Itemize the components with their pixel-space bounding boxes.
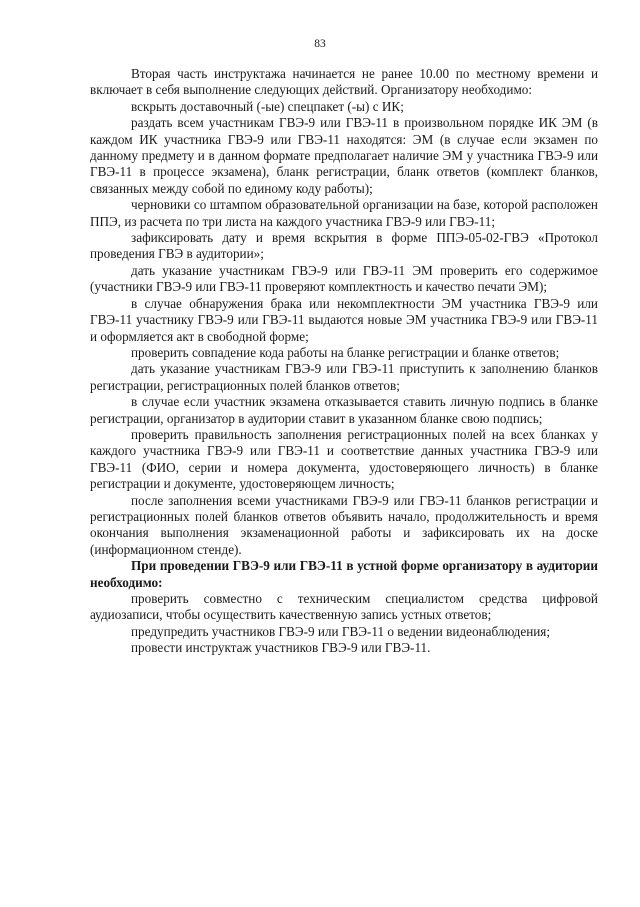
section-heading: При проведении ГВЭ-9 или ГВЭ-11 в устной форме организатору в аудитории необходимо: <box>90 558 598 590</box>
paragraph: провести инструктаж участников ГВЭ-9 или ГВЭ-11. <box>131 640 431 656</box>
paragraph: проверить совместно с техническим специалистом средства цифровой аудиозаписи, чтобы осуществить качественную запись устных ответов; <box>90 591 598 623</box>
paragraph: дать указание участникам ГВЭ-9 или ГВЭ-11 приступить к заполнению бланков регистрации, регистрационных полей бланков ответов; <box>90 361 598 393</box>
paragraph: проверить совпадение кода работы на бланке регистрации и бланке ответов; <box>131 344 560 360</box>
paragraph: Вторая часть инструктажа начинается не ранее 10.00 по местному времени и включает в себя выполнение следующих действий. Организатору необходимо: <box>90 66 598 98</box>
paragraph: в случае если участник экзамена отказывается ставить личную подпись в бланке регистрации, организатор в аудитории ставит в указанном бланке свою подпись; <box>90 394 598 426</box>
paragraph: в случае обнаружения брака или некомплектности ЭМ участника ГВЭ-9 или ГВЭ-11 участнику ГВЭ-9 или ГВЭ-11 выдаются новые ЭМ участника ГВЭ-9 или ГВЭ-11 и оформляется акт в свободной форме; <box>90 295 598 344</box>
paragraph: черновики со штампом образовательной организации на базе, которой расположен ППЭ, из расчета по три листа на каждого участника ГВЭ-9 или ГВЭ-11; <box>90 197 598 229</box>
paragraph: раздать всем участникам ГВЭ-9 или ГВЭ-11 в произвольном порядке ИК ЭМ (в каждом ИК участника ГВЭ-9 или ГВЭ-11 находятся: ЭМ (в случае если экзамен по данному предмету и в данном формате предполагает наличие ЭМ у участника ГВЭ-9 или ГВЭ-11 в процессе экзамена), бланк регистрации, бланк ответов (комплект бланков, связанных между собой по единому коду работы); <box>90 115 598 196</box>
paragraph: проверить правильность заполнения регистрационных полей на всех бланках у каждого участника ГВЭ-9 или ГВЭ-11 и соответствие данных участника ГВЭ-9 или ГВЭ-11 (ФИО, серии и номера документа, удостоверяющего личность) в бланке регистрации и документе, удостоверяющем личность; <box>90 426 598 492</box>
paragraph: после заполнения всеми участниками ГВЭ-9 или ГВЭ-11 бланков регистрации и регистрационных полей бланков ответов объявить начало, продолжительность и время окончания выполнения экзаменационной работы и зафиксировать их на доске (информационном стенде). <box>90 492 598 557</box>
paragraph: предупредить участников ГВЭ-9 или ГВЭ-11 о ведении видеонаблюдения; <box>131 623 551 639</box>
paragraph: зафиксировать дату и время вскрытия в форме ППЭ-05-02-ГВЭ «Протокол проведения ГВЭ в аудитории»; <box>90 230 598 262</box>
page-number: 83 <box>314 38 326 50</box>
paragraph: дать указание участникам ГВЭ-9 или ГВЭ-11 ЭМ проверить его содержимое (участники ГВЭ-9 или ГВЭ-11 проверяют комплектность и качество печати ЭМ); <box>90 262 598 295</box>
paragraph: вскрыть доставочный (-ые) спецпакет (-ы) с ИК; <box>131 98 404 114</box>
document-body <box>90 66 598 657</box>
